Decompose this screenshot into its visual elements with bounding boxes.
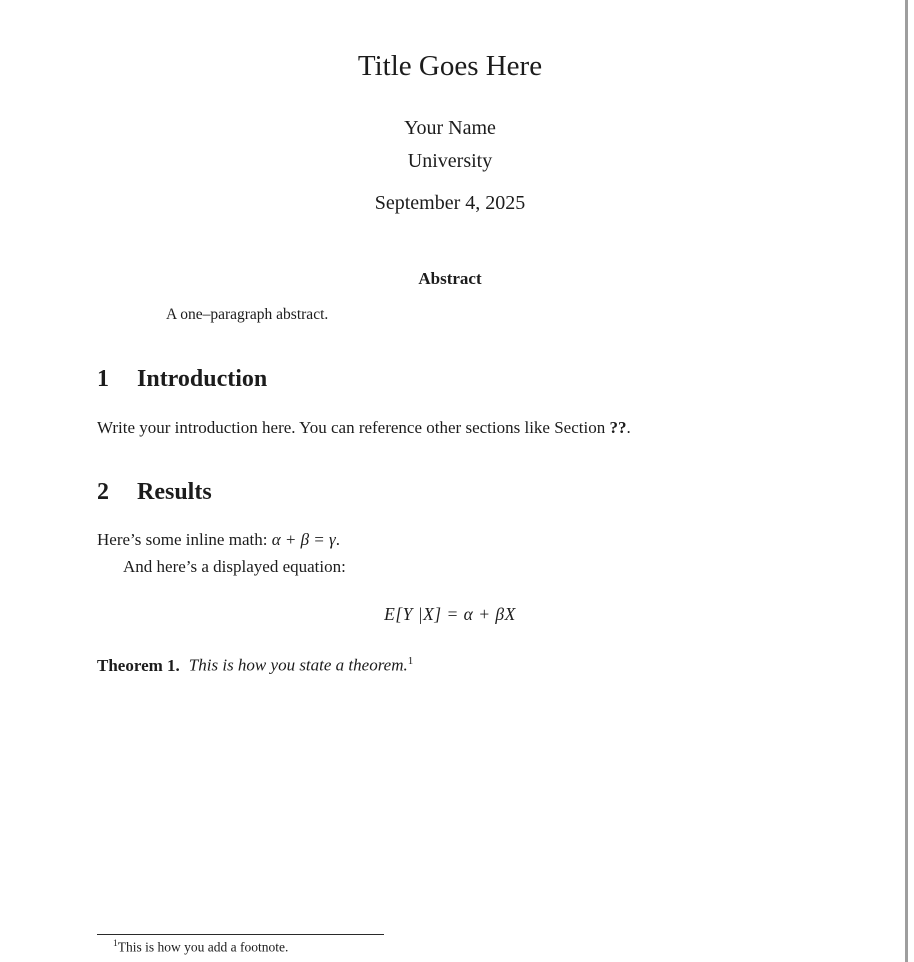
section-heading-introduction	[97, 365, 267, 393]
theorem-text: This is how you state a theorem.	[188, 655, 408, 675]
theorem-label: Theorem 1.	[97, 655, 180, 675]
introduction-text: Write your introduction here. You can reference other sections like Section	[97, 418, 610, 437]
author-affiliation: University	[407, 150, 493, 172]
section-title: Results	[137, 479, 212, 505]
abstract-heading: Abstract	[418, 269, 482, 288]
inline-math-suffix: .	[335, 530, 340, 549]
author-name: Your Name	[404, 117, 496, 139]
paper-date: September 4, 2025	[374, 192, 526, 214]
footnote-marker: 1	[407, 655, 414, 667]
introduction-text-end: .	[626, 418, 631, 437]
theorem-statement	[97, 655, 413, 676]
inline-math-paragraph	[97, 530, 340, 550]
abstract-text: A one–paragraph abstract.	[166, 306, 329, 323]
section-number: 1	[97, 366, 109, 392]
section-number: 2	[97, 479, 109, 505]
page-edge-line	[905, 0, 908, 962]
unresolved-reference: ??	[609, 418, 627, 437]
equation-expression: E[Y |X] = α + βX	[384, 604, 516, 624]
paper-title: Title Goes Here	[357, 50, 543, 82]
inline-math-expression: α + β = γ	[271, 530, 336, 549]
introduction-paragraph	[97, 418, 631, 438]
footnote	[113, 939, 288, 955]
section-heading-results	[97, 478, 212, 506]
footnote-rule	[97, 934, 384, 935]
footnote-text: This is how you add a footnote.	[117, 939, 289, 955]
inline-math-intro: Here’s some inline math:	[97, 530, 272, 549]
displayed-equation	[0, 604, 900, 625]
footnote-number: 1	[113, 939, 118, 949]
displayed-equation-intro: And here’s a displayed equation:	[123, 557, 346, 576]
section-title: Introduction	[137, 366, 268, 392]
